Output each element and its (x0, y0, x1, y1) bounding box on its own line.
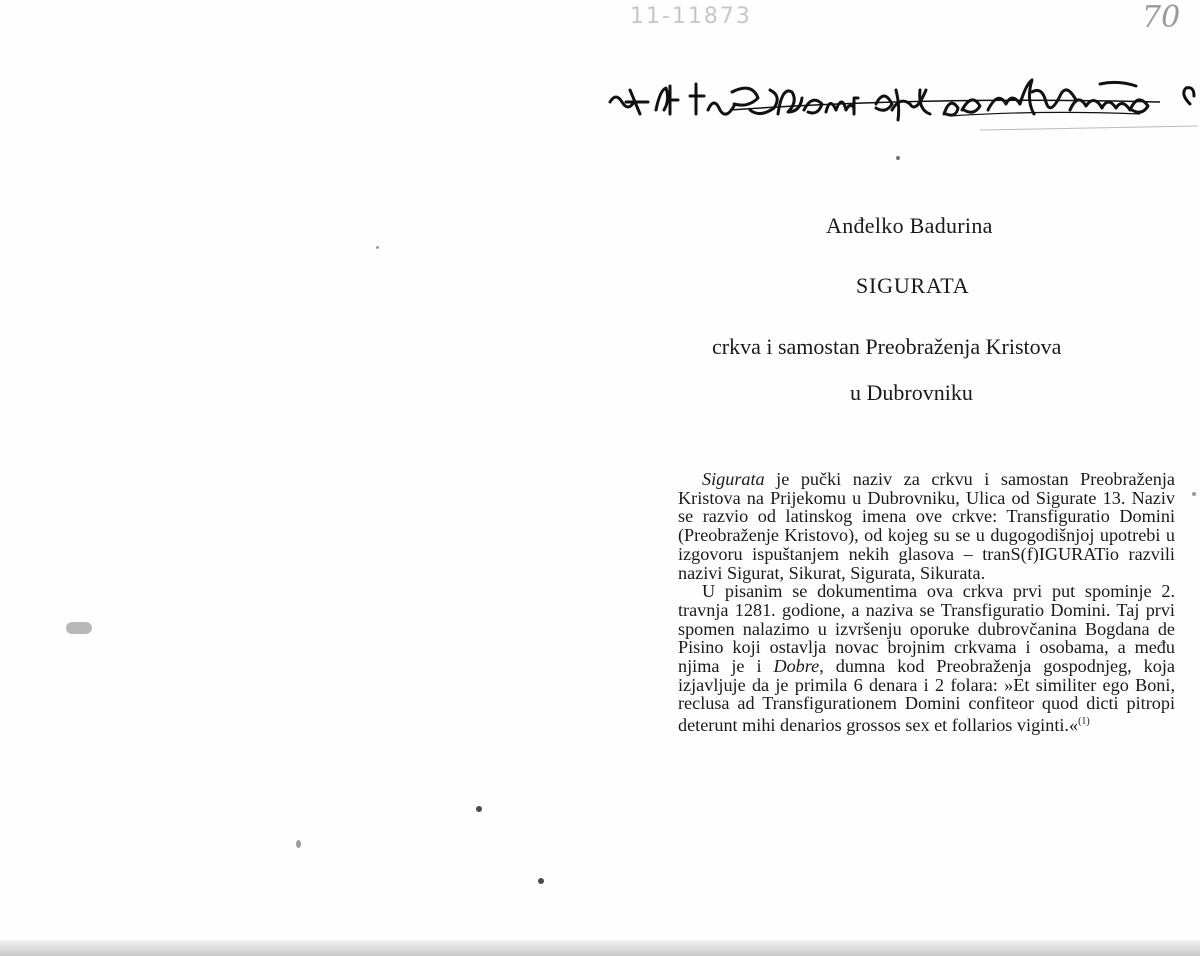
italic-name-dobre: Dobre (773, 656, 820, 677)
paper-speck (66, 622, 92, 634)
footnote-reference: (1) (1078, 716, 1090, 728)
subtitle-line-2: u Dubrovniku (850, 380, 973, 405)
paper-speck (538, 878, 544, 884)
paragraph-1-text: je pučki naziv za crkvu i samostan Preobraženja Kristova na Prijekomu u Dubrovniku, Ulica od Sigurate 13. Naziv se razvio od latinskog imena ove crkve: Transfiguratio Domini (Preobraženje Kristovo), od kojeg su se u dugogodišnjoj upotrebi u izgovoru ispuštanjem nekih glasova – tranS(f)IGURATio razvili nazivi Sigurat, Sikurat, Sigurata, Sikurata. (678, 469, 1175, 583)
paragraph-2 (678, 582, 1175, 735)
manuscript-excerpt-image (600, 70, 1200, 134)
italic-term-sigurata: Sigurata (702, 469, 765, 489)
paper-speck (376, 246, 379, 249)
paper-speck (1192, 492, 1196, 496)
paragraph-2-text-a: U pisanim se dokumentima ova crkva prvi put spominje 2. travnja 1281. godione, a naziva se Transfiguratio Domini. Taj prvi spomen nalazimo u izvršenju oporuke dubrovčanina Bogdana de Pisino koji ostavlja novac brojnim crkvama i osobama, a među njima je i (678, 581, 1175, 677)
author-name: Anđelko Badurina (826, 213, 993, 238)
pencil-inventory-number: 11-11873 (630, 4, 752, 29)
paragraph-1 (678, 470, 1175, 582)
handwritten-page-number: 70 (1142, 0, 1181, 35)
page-bottom-edge (0, 940, 1200, 956)
document-title: SIGURATA (856, 273, 970, 298)
body-text (678, 470, 1175, 735)
paper-speck (296, 840, 301, 848)
subtitle-line-1: crkva i samostan Preobraženja Kristova (712, 334, 1062, 359)
paragraph-2-text-b: , dumna kod Preobraženja gospodnjeg, koja izjavljuje da je primila 6 denara i 2 folara: »Et similiter ego Boni, reclusa ad Transfigurationem Domini confiteor quod dicti pitropi deterunt mihi denarios grossos sex et follarios viginti.« (678, 656, 1175, 736)
paper-speck (476, 806, 482, 812)
paper-speck (896, 156, 900, 160)
